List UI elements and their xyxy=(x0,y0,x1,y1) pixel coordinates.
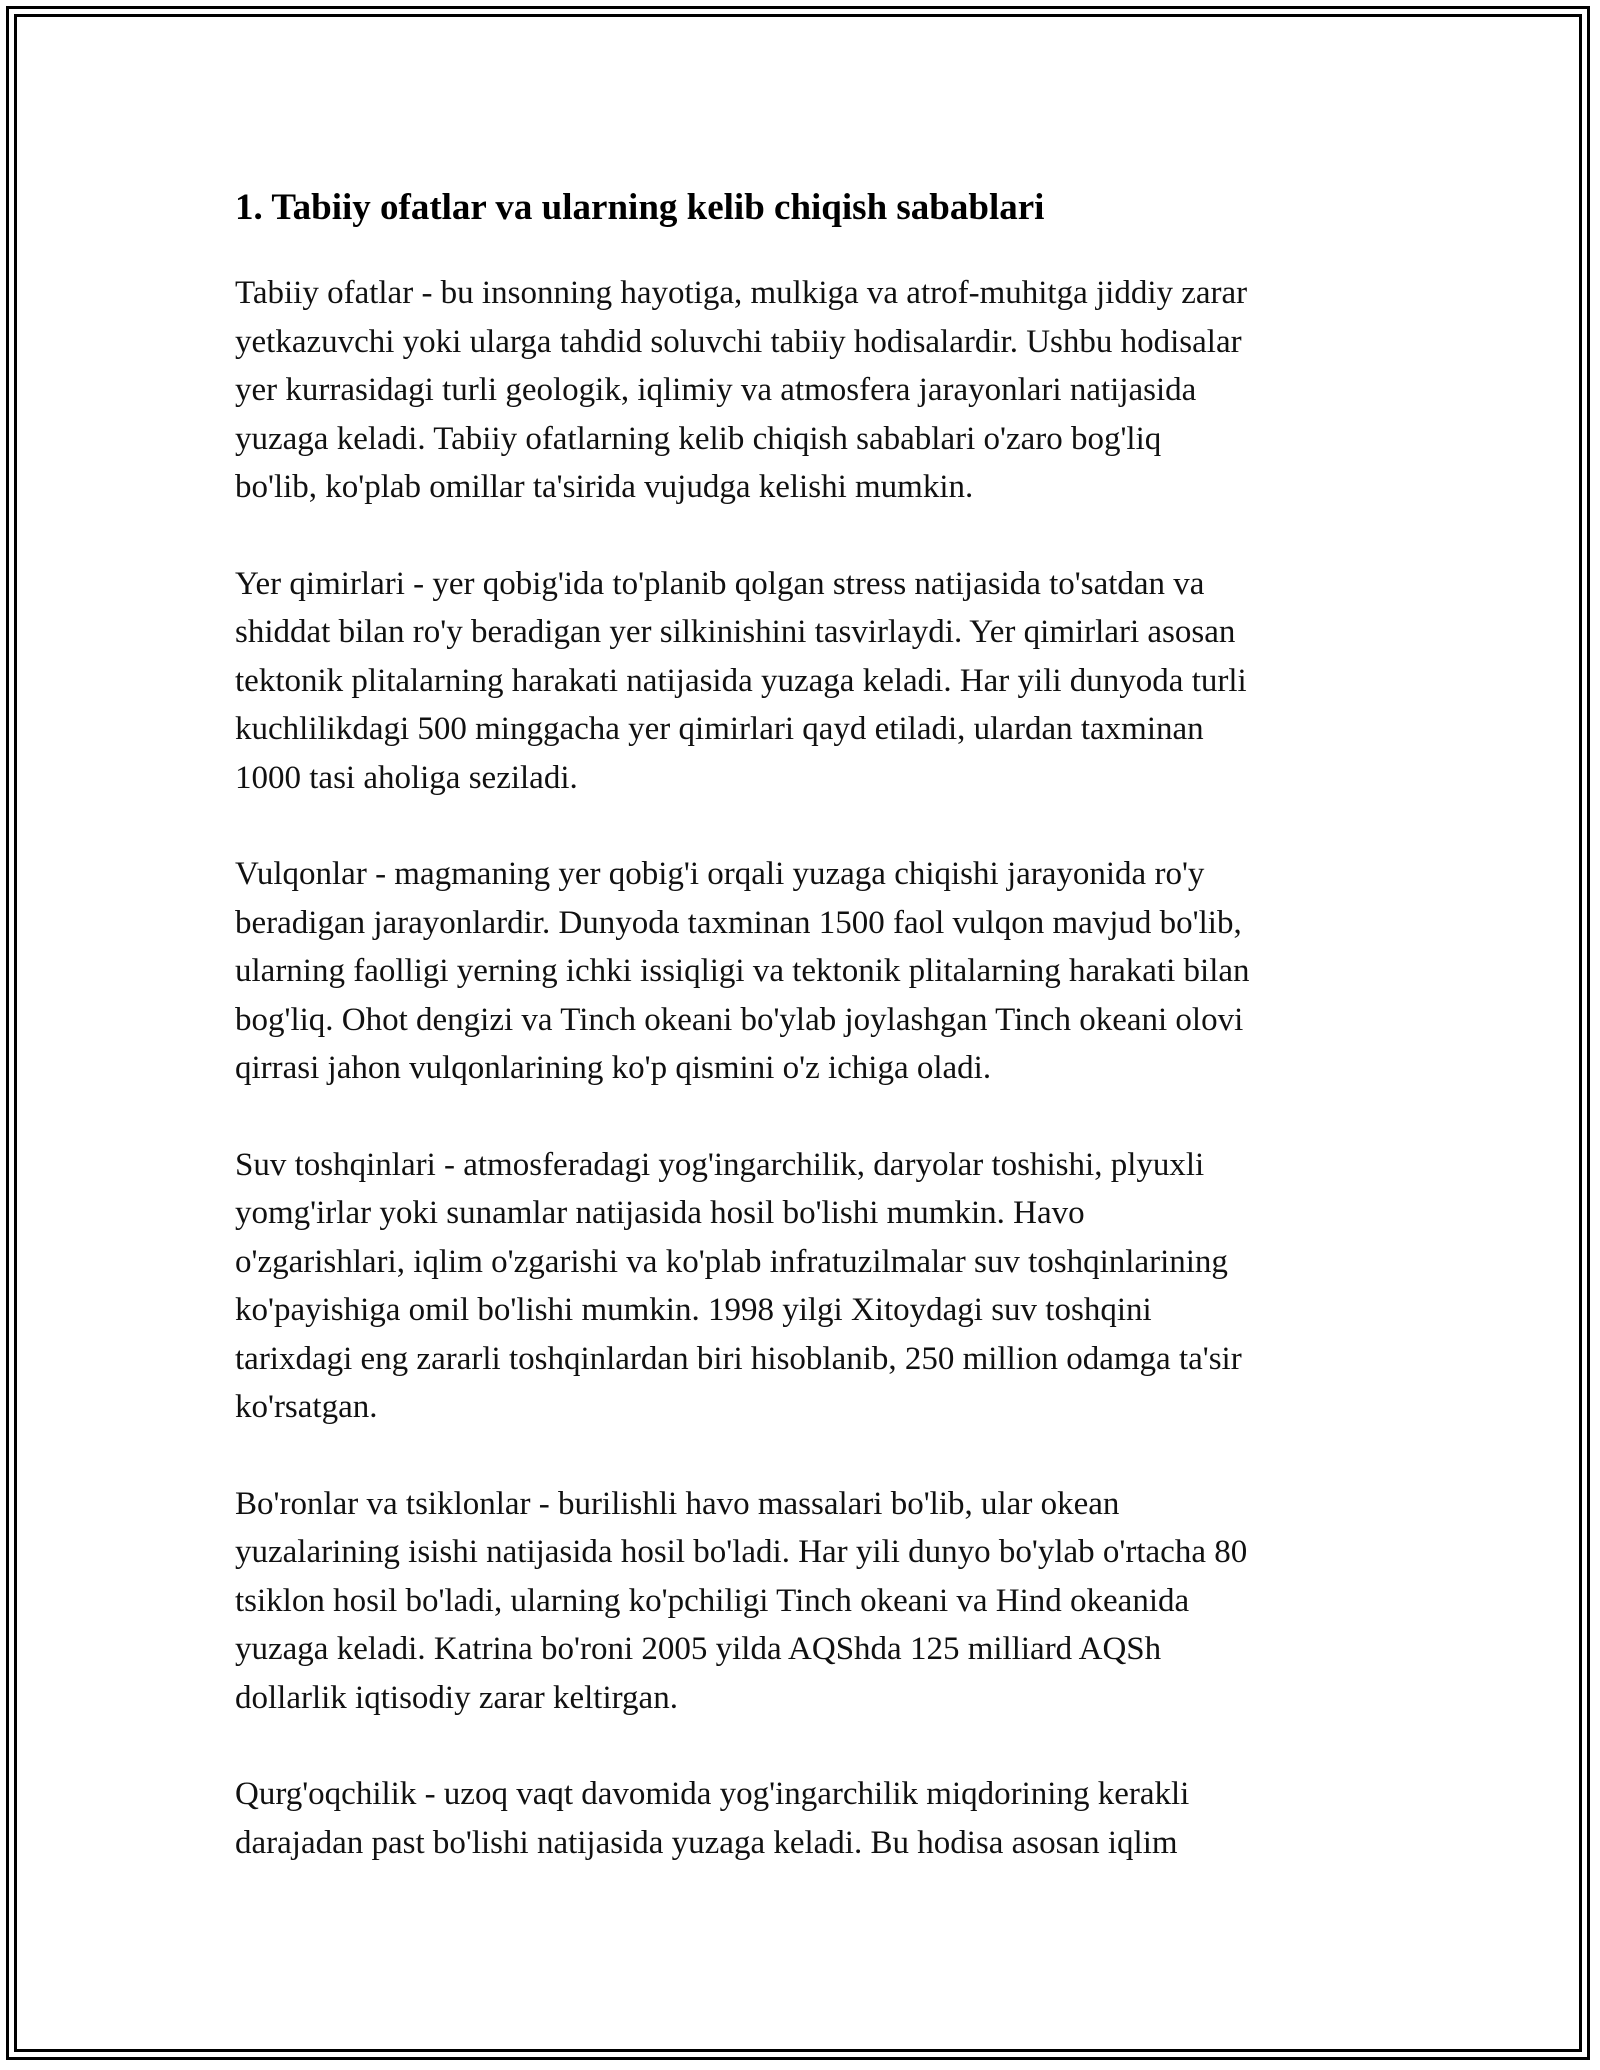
text-line: tsiklon hosil bo'ladi, ularning ko'pchiligi Tinch okeani va Hind okeanida xyxy=(235,1582,1190,1619)
text-line: Yer qimirlari - yer qobig'ida to'planib qolgan stress natijasida to'satdan va xyxy=(235,565,1205,602)
section-heading: 1. Tabiiy ofatlar va ularning kelib chiqish sabablari xyxy=(235,187,1045,228)
text-line: Bo'ronlar va tsiklonlar - burilishli havo massalari bo'lib, ular okean xyxy=(235,1485,1120,1522)
text-line: tektonik plitalarning harakati natijasida yuzaga keladi. Har yili dunyoda turli xyxy=(235,662,1247,699)
text-line: yuzaga keladi. Tabiiy ofatlarning kelib chiqish sabablari o'zaro bog'liq xyxy=(235,420,1162,457)
text-line: ularning faolligi yerning ichki issiqligi va tektonik plitalarning harakati bilan xyxy=(235,953,1250,989)
text-line: 1000 tasi aholiga seziladi. xyxy=(235,759,578,796)
text-line: bog'liq. Ohot dengizi va Tinch okeani bo'ylab joylashgan Tinch okeani olovi xyxy=(235,1001,1244,1038)
text-line: Vulqonlar - magmaning yer qobig'i orqali yuzaga chiqishi jarayonida ro'y xyxy=(235,856,1205,892)
text-line: Qurg'oqchilik - uzoq vaqt davomida yog'ingarchilik miqdorining kerakli xyxy=(235,1776,1190,1812)
paragraph-drought xyxy=(235,1770,1375,1867)
text-line: dollarlik iqtisodiy zarar keltirgan. xyxy=(235,1679,678,1716)
text-line: tarixdagi eng zararli toshqinlardan biri hisoblanib, 250 million odamga ta'sir xyxy=(235,1340,1242,1377)
text-line: yer kurrasidagi turli geologik, iqlimiy va atmosfera jarayonlari natijasida xyxy=(235,372,1197,408)
paragraph-earthquakes xyxy=(235,560,1375,803)
paragraph-storms xyxy=(235,1480,1375,1723)
document-body xyxy=(235,183,1375,1915)
text-line: darajadan past bo'lishi natijasida yuzaga keladi. Bu hodisa asosan iqlim xyxy=(235,1824,1178,1861)
text-line: qirrasi jahon vulqonlarining ko'p qismini o'z ichiga oladi. xyxy=(235,1050,992,1086)
text-line: bo'lib, ko'plab omillar ta'sirida vujudga kelishi mumkin. xyxy=(235,469,974,505)
text-line: Tabiiy ofatlar - bu insonning hayotiga, mulkiga va atrof-muhitga jiddiy zarar xyxy=(235,275,1248,311)
text-line: ko'payishiga omil bo'lishi mumkin. 1998 yilgi Xitoydagi suv toshqini xyxy=(235,1292,1152,1328)
text-line: o'zgarishlari, iqlim o'zgarishi va ko'plab infratuzilmalar suv toshqinlarining xyxy=(235,1243,1228,1280)
paragraph-floods xyxy=(235,1141,1375,1432)
text-line: yomg'irlar yoki sunamlar natijasida hosil bo'lishi mumkin. Havo xyxy=(235,1195,1085,1231)
text-line: yuzaga keladi. Katrina bo'roni 2005 yilda AQShda 125 milliard AQSh xyxy=(235,1631,1162,1667)
text-line: shiddat bilan ro'y beradigan yer silkinishini tasvirlaydi. Yer qimirlari asosan xyxy=(235,614,1236,650)
paragraph-intro xyxy=(235,269,1375,512)
paragraph-volcanoes xyxy=(235,850,1375,1093)
text-line: beradigan jarayonlardir. Dunyoda taxminan 1500 faol vulqon mavjud bo'lib, xyxy=(235,904,1242,941)
text-line: ko'rsatgan. xyxy=(235,1389,378,1425)
text-line: yuzalarining isishi natijasida hosil bo'ladi. Har yili dunyo bo'ylab o'rtacha 80 xyxy=(235,1534,1248,1570)
text-line: Suv toshqinlari - atmosferadagi yog'ingarchilik, daryolar toshishi, plyuxli xyxy=(235,1146,1205,1183)
text-line: kuchlilikdagi 500 minggacha yer qimirlari qayd etiladi, ulardan taxminan xyxy=(235,711,1204,747)
text-line: yetkazuvchi yoki ularga tahdid soluvchi tabiiy hodisalardir. Ushbu hodisalar xyxy=(235,323,1242,360)
